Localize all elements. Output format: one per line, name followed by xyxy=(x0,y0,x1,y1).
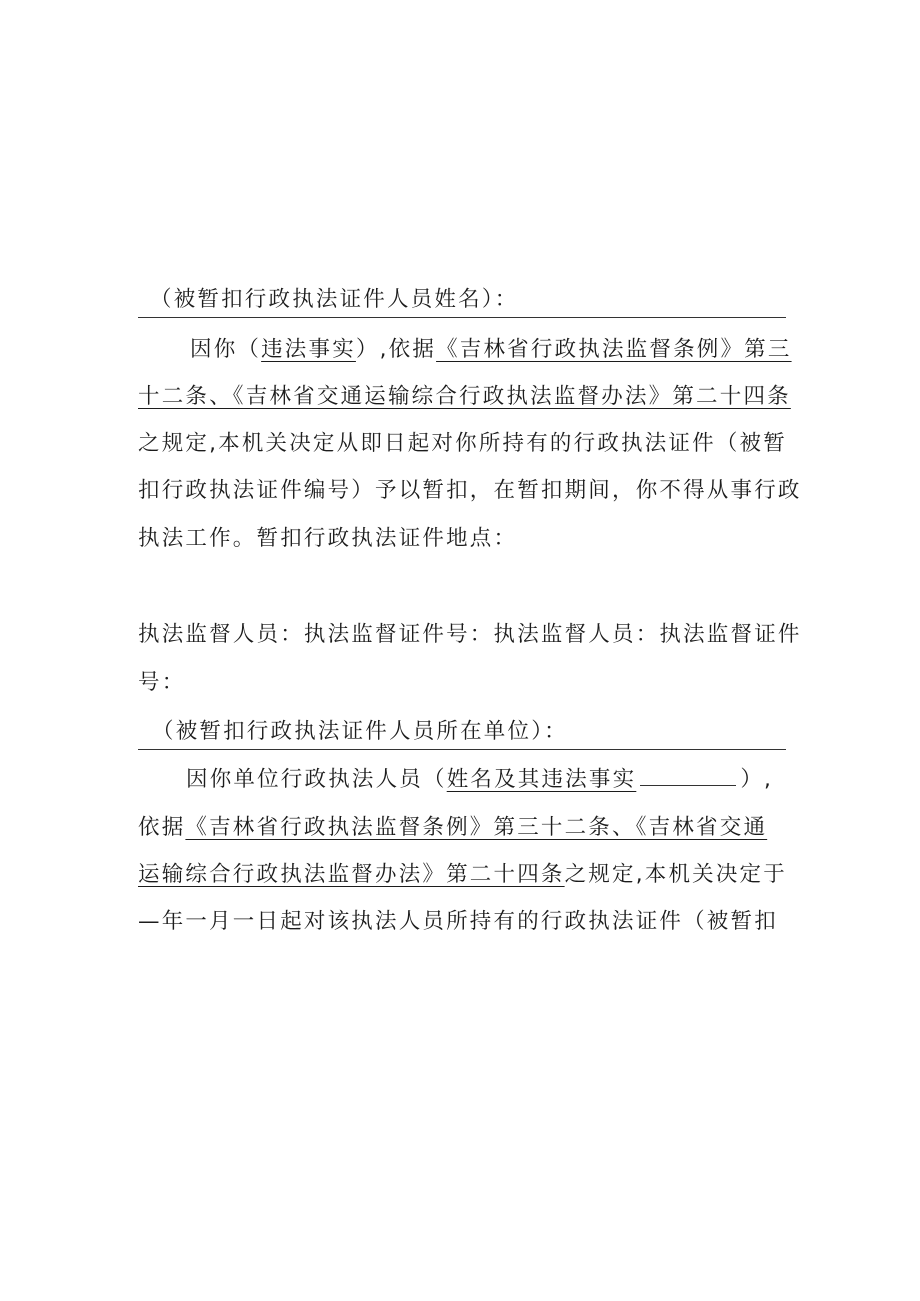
addressee-unit: （被暂扣行政执法证件人员所在单位）： xyxy=(152,719,568,744)
notice-person-line-1 xyxy=(190,335,792,365)
text-fragment: 因你单位行政执法人员（ xyxy=(186,767,447,792)
name-and-violation-field: 姓名及其违法事实 xyxy=(446,767,637,792)
text-fragment: ）, xyxy=(740,767,774,792)
notice-person-line-5: 执法工作。暂扣行政执法证件地点： xyxy=(138,526,518,551)
notice-unit-line-3 xyxy=(138,860,788,890)
supervisor-signature-line-2: 号： xyxy=(138,670,186,695)
notice-unit-line-2 xyxy=(138,813,788,843)
regulation-reference: 《吉林省行政执法监督条例》第三十二条、《吉林省交通 xyxy=(185,815,768,840)
notice-unit-line-4: —年一月一日起对该执法人员所持有的行政执法证件（被暂扣 xyxy=(138,909,778,934)
regulation-reference: 十二条、《吉林省交通运输综合行政执法监督办法》第二十四条 xyxy=(138,384,791,409)
notice-person-line-2 xyxy=(138,382,791,412)
text-fragment: 因你（ xyxy=(190,337,262,362)
blank-underline xyxy=(640,767,736,786)
text-fragment: 依据 xyxy=(138,815,186,840)
notice-person-line-3: 之规定,本机关决定从即日起对你所持有的行政执法证件（被暂 xyxy=(138,431,787,456)
regulation-reference: 运输综合行政执法监督办法》第二十四条 xyxy=(138,862,565,887)
addressee-person: （被暂扣行政执法证件人员姓名）： xyxy=(150,287,519,312)
text-fragment: ）,依据 xyxy=(355,337,437,362)
addressee-person-underline xyxy=(138,317,786,318)
violation-facts-field: 违法事实 xyxy=(261,337,356,362)
addressee-unit-underline xyxy=(138,749,786,750)
notice-unit-line-1 xyxy=(186,765,788,795)
regulation-reference: 《吉林省行政执法监督条例》第三 xyxy=(436,337,792,362)
supervisor-signature-line-1: 执法监督人员：执法监督证件号：执法监督人员：执法监督证件 xyxy=(138,622,802,647)
text-fragment: 之规定,本机关决定于 xyxy=(564,862,787,887)
notice-person-line-4: 扣行政执法证件编号）予以暂扣，在暂扣期间，你不得从事行政 xyxy=(138,478,802,503)
